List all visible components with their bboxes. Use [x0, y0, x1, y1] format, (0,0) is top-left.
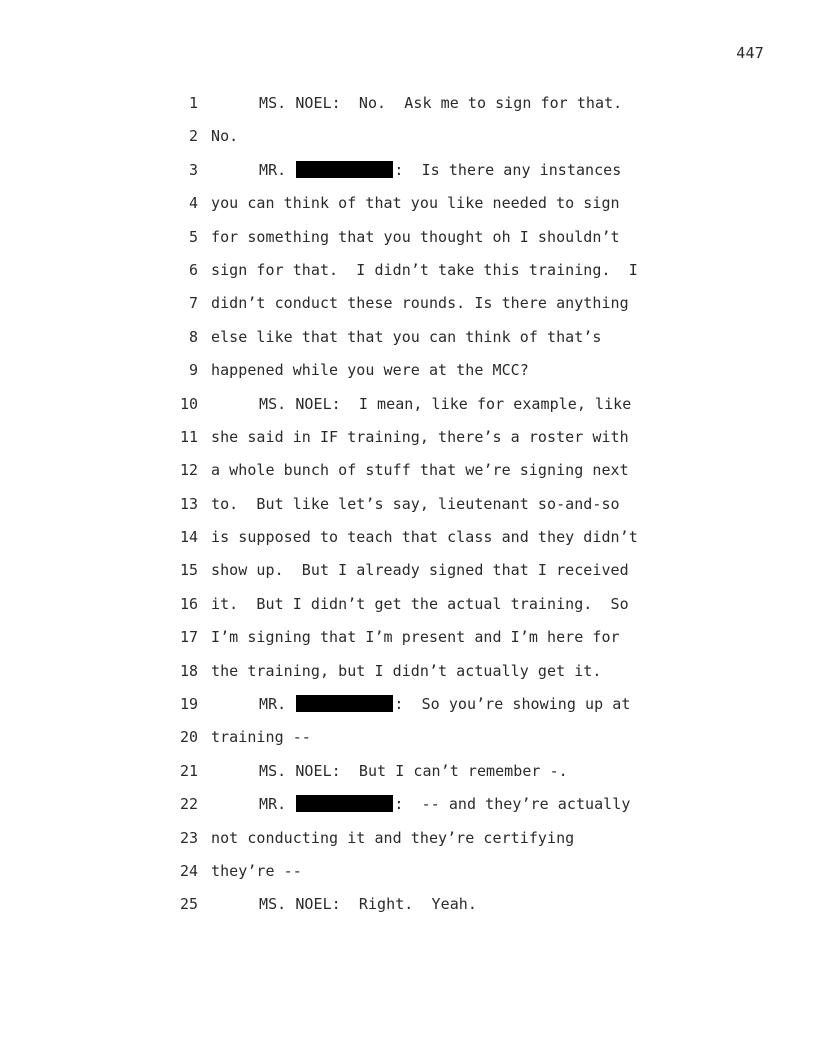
line-text-segment: MS. NOEL: No. Ask me to sign for that.	[259, 94, 623, 112]
page-number: 447	[736, 44, 764, 62]
redaction-bar	[296, 795, 393, 812]
transcript-line	[0, 559, 816, 592]
transcript-line	[0, 326, 816, 359]
line-text	[211, 860, 302, 882]
line-text	[259, 793, 630, 815]
line-number: 17	[179, 628, 198, 647]
redaction-bar	[296, 161, 393, 178]
transcript-line	[0, 827, 816, 860]
line-number: 7	[188, 294, 198, 313]
line-number: 6	[188, 260, 198, 279]
line-text	[211, 559, 629, 581]
line-number: 5	[188, 227, 198, 246]
line-text-segment: else like that that you can think of that’s	[211, 327, 602, 346]
transcript-line	[0, 660, 816, 693]
line-text-segment: : Is there any instances	[394, 160, 622, 179]
line-text-segment: is supposed to teach that class and they didn’t	[211, 528, 638, 547]
line-number: 11	[179, 427, 198, 446]
line-text	[211, 292, 629, 314]
transcript-line	[0, 259, 816, 292]
transcript-line	[0, 726, 816, 759]
line-text-segment: not conducting it and they’re certifying	[211, 828, 575, 847]
line-number: 25	[179, 895, 198, 914]
line-text-segment: didn’t conduct these rounds. Is there anything	[211, 294, 629, 313]
line-number: 21	[179, 761, 198, 780]
line-number: 15	[179, 561, 198, 580]
line-text	[211, 192, 620, 214]
line-text	[259, 893, 477, 915]
transcript-line	[0, 593, 816, 626]
transcript-line	[0, 693, 816, 726]
line-text-segment: they’re --	[211, 861, 302, 880]
line-number: 24	[179, 861, 198, 880]
redaction-bar	[296, 695, 393, 712]
line-number: 14	[179, 528, 198, 547]
line-number: 12	[179, 461, 198, 480]
line-text	[211, 526, 638, 548]
transcript-line	[0, 426, 816, 459]
transcript-line	[0, 793, 816, 826]
line-number: 13	[179, 494, 198, 513]
transcript-line	[0, 526, 816, 559]
line-text	[259, 760, 568, 782]
transcript-line	[0, 159, 816, 192]
transcript-line	[0, 493, 816, 526]
transcript-line	[0, 92, 816, 125]
line-text-segment: MR.	[259, 695, 296, 714]
line-text	[211, 259, 638, 281]
line-text-segment: MS. NOEL: I mean, like for example, like	[259, 394, 632, 413]
line-text-segment: MR.	[259, 160, 296, 179]
line-number: 9	[188, 361, 198, 380]
transcript-line	[0, 626, 816, 659]
line-text-segment: I’m signing that I’m present and I’m here for	[211, 628, 620, 647]
line-number: 8	[188, 327, 198, 346]
transcript-line	[0, 226, 816, 259]
line-text-segment: MS. NOEL: But I can’t remember -.	[259, 761, 568, 780]
line-text	[211, 827, 574, 849]
line-text-segment: No.	[211, 127, 239, 146]
line-text	[259, 693, 630, 715]
line-number: 19	[179, 695, 198, 714]
line-text	[211, 626, 620, 648]
line-text	[211, 593, 629, 615]
line-number: 3	[188, 160, 198, 179]
line-text-segment: sign for that. I didn’t take this training. I	[211, 260, 638, 279]
line-text	[259, 159, 621, 181]
transcript-line	[0, 359, 816, 392]
transcript-line	[0, 459, 816, 492]
line-text-segment: you can think of that you like needed to sign	[211, 194, 620, 213]
line-text-segment: the training, but I didn’t actually get it.	[211, 661, 602, 680]
line-text-segment: a whole bunch of stuff that we’re signing next	[211, 461, 629, 480]
line-number: 16	[179, 594, 198, 613]
transcript-line	[0, 893, 816, 926]
line-text	[211, 726, 311, 748]
line-text-segment: MR.	[259, 795, 296, 814]
line-number: 1	[188, 94, 198, 112]
line-text	[211, 660, 601, 682]
transcript-line	[0, 760, 816, 793]
line-text-segment: to. But like let’s say, lieutenant so-and-so	[211, 494, 620, 513]
line-number: 4	[188, 194, 198, 213]
line-text-segment: it. But I didn’t get the actual training. So	[211, 594, 629, 613]
line-number: 20	[179, 728, 198, 747]
line-text	[211, 459, 629, 481]
line-text	[259, 92, 622, 114]
line-text	[211, 226, 620, 248]
line-text	[211, 426, 629, 448]
transcript-line	[0, 192, 816, 225]
line-text-segment: she said in IF training, there’s a roster with	[211, 427, 629, 446]
line-text	[259, 393, 631, 415]
transcript-line	[0, 292, 816, 325]
line-number: 10	[179, 394, 198, 413]
transcript-line	[0, 125, 816, 158]
line-text	[211, 326, 601, 348]
transcript-line	[0, 393, 816, 426]
line-text-segment: : -- and they’re actually	[394, 795, 631, 814]
line-text-segment: MS. NOEL: Right. Yeah.	[259, 895, 477, 914]
line-text	[211, 125, 238, 147]
transcript-line	[0, 860, 816, 893]
line-text-segment: for something that you thought oh I shouldn’t	[211, 227, 620, 246]
line-text-segment: happened while you were at the MCC?	[211, 361, 529, 380]
transcript-body	[0, 92, 816, 927]
line-number: 22	[179, 795, 198, 814]
line-number: 23	[179, 828, 198, 847]
line-text-segment: : So you’re showing up at	[394, 695, 631, 714]
line-text	[211, 359, 529, 381]
line-text-segment: show up. But I already signed that I received	[211, 561, 629, 580]
line-text-segment: training --	[211, 728, 311, 747]
line-number: 18	[179, 661, 198, 680]
line-text	[211, 493, 620, 515]
line-number: 2	[188, 127, 198, 146]
